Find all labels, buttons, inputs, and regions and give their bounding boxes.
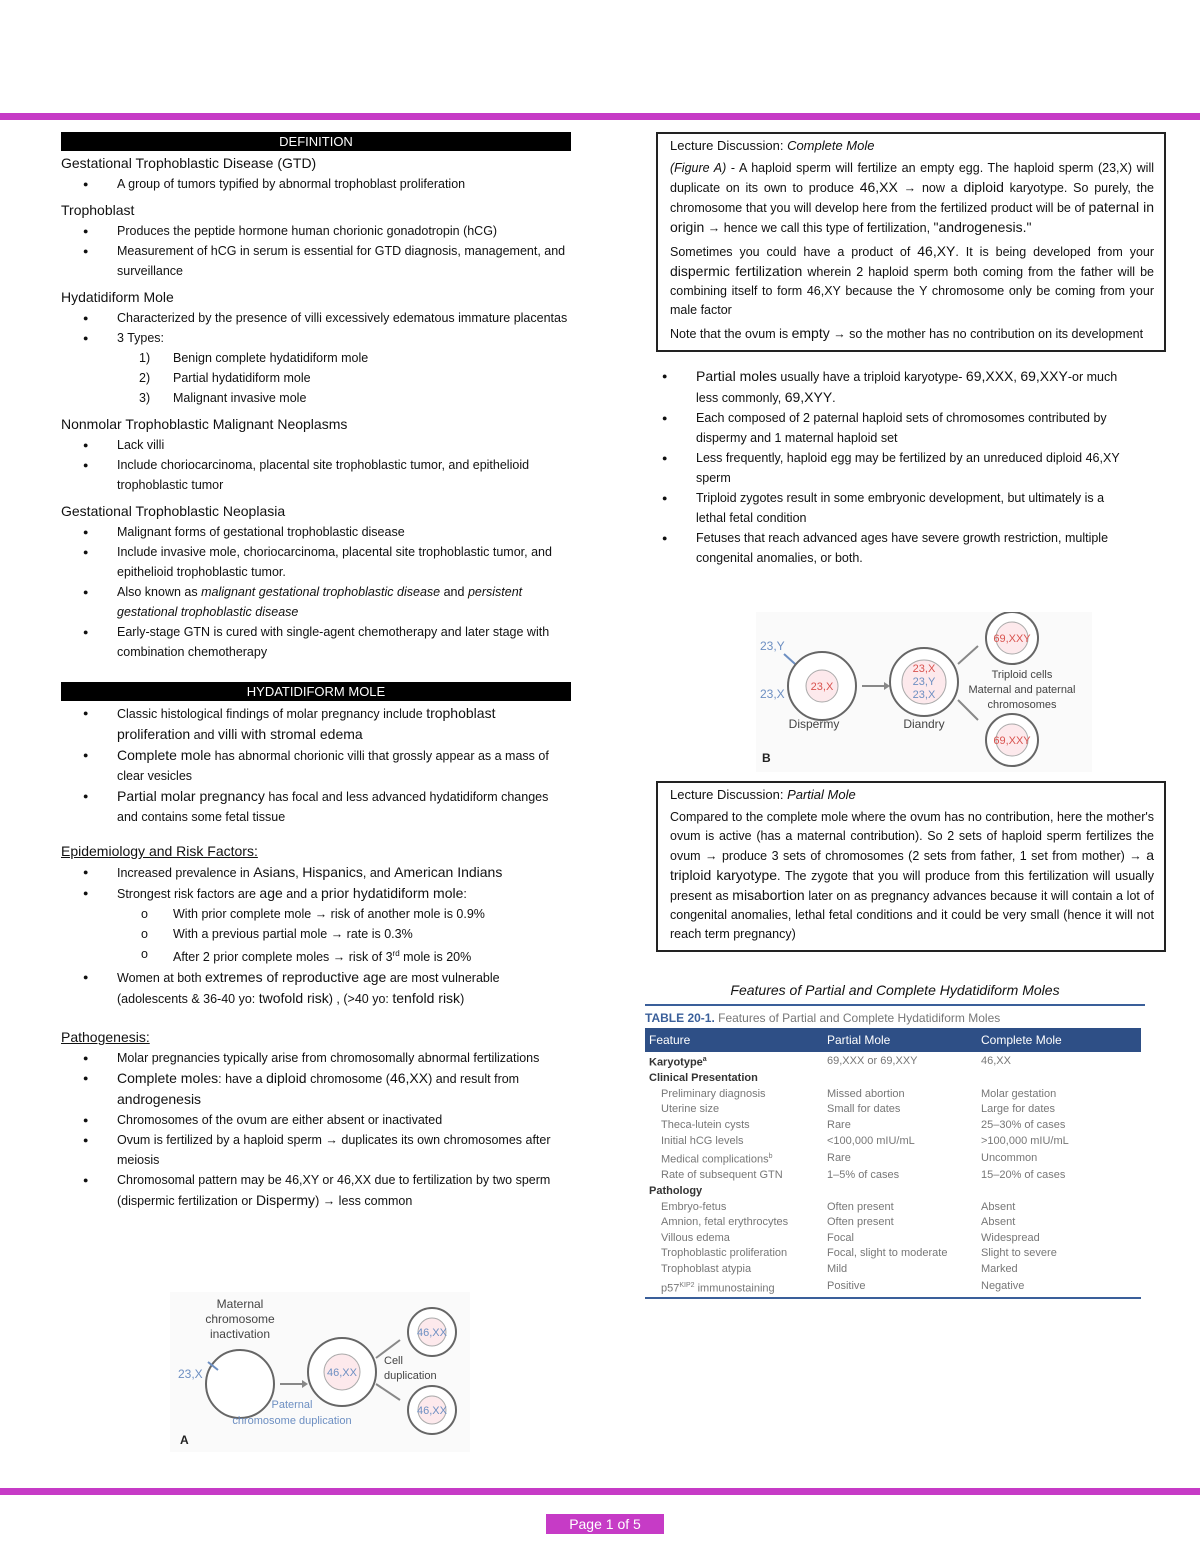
table-cell: Amnion, fetal erythrocytes	[661, 1216, 789, 1229]
emphasis: 46,XX	[389, 1070, 429, 1087]
emphasis: 69,XYY	[784, 389, 833, 405]
dispermy-label: Dispermy	[788, 717, 840, 731]
paternal-label-2: chromosome duplication	[232, 1415, 352, 1427]
table-cell: >100,000 mIU/mL	[981, 1134, 1069, 1147]
maternal-label-3: inactivation	[209, 1327, 271, 1341]
text: . It is being developed from your	[955, 245, 1155, 259]
table-cell: Rare	[827, 1119, 851, 1132]
page-number-badge: Page 1 of 5	[546, 1514, 664, 1534]
emphasis: Asians	[253, 864, 296, 880]
maternal-label-1: Maternal	[216, 1297, 264, 1311]
list-item: ● Triploid zygotes result in some embryonic development, but ultimately is a lethal fetal condition	[656, 488, 1136, 528]
table-cell: 15–20% of cases	[981, 1169, 1066, 1182]
table-cell: Theca-lutein cysts	[661, 1119, 750, 1132]
item-number: 1)	[139, 351, 151, 365]
table-number: TABLE 20-1.	[645, 1011, 715, 1025]
table-cell: <100,000 mIU/mL	[827, 1134, 915, 1147]
text: ,	[1013, 370, 1021, 384]
table-row	[645, 1262, 1141, 1278]
definition-header: DEFINITION	[61, 132, 571, 151]
text: karyotype. So purely, the chromosome that you will develop here from the fertilized product will be of	[670, 181, 1154, 215]
italic-term: Partial Mole	[787, 787, 856, 802]
pathogenesis-heading: Pathogenesis:	[61, 1029, 150, 1046]
paragraph	[670, 324, 1154, 344]
table-cell: Negative	[981, 1280, 1025, 1293]
emphasis: empty	[791, 325, 830, 341]
emphasis: misabortion	[732, 887, 805, 903]
top-karyotype: 69,XXY	[993, 633, 1031, 645]
text: Compared to the complete mole where the ovum has no contribution, here the mother's ovum is active (has a maternal contribution). So 2 sets of haploid sperm fertilizes the ovum → produce 3 sets of chromosomes (2 sets from father, 1 set from mother) →	[670, 810, 1154, 863]
hydatidiform-heading: Hydatidiform Mole	[61, 289, 174, 305]
item-number: 2)	[139, 371, 151, 385]
text: Chromosomal pattern may be 46,XY or 46,XX due to fertilization by two sperm (dispermic fertilization or	[117, 1173, 551, 1209]
emphasis: twofold risk	[258, 990, 329, 1007]
text: Note that the ovum is	[670, 327, 792, 341]
text: p57	[661, 1282, 680, 1295]
text: Increased prevalence in	[117, 866, 254, 880]
sperm-y-label: 23,Y	[760, 639, 785, 653]
text: → now a	[897, 181, 964, 195]
lecture-discussion-partial-wrapper	[656, 781, 1166, 952]
center-karyotype: 46,XX	[327, 1367, 357, 1379]
emphasis: 46,XY	[917, 243, 956, 259]
trophoblast-heading: Trophoblast	[61, 202, 135, 218]
emphasis: extremes of reproductive age	[205, 969, 387, 986]
bottom-karyotype: 46,XX	[417, 1405, 447, 1417]
table-row	[645, 1052, 1141, 1071]
text: wherein 2 haploid sperm both coming from the father will be combining itself to form 46,XY because the Y chromosome only be coming from your male factor	[670, 265, 1154, 317]
table-cell: Initial hCG levels	[661, 1134, 744, 1147]
empty-ovum	[206, 1350, 274, 1418]
table-row	[645, 1215, 1141, 1231]
emphasis: Dispermy	[255, 1192, 316, 1209]
list-item: ● Lack villi	[61, 435, 571, 455]
text: and	[190, 728, 218, 742]
cell-label-1: Cell	[384, 1355, 403, 1367]
stack-karyotype-1: 23,X	[912, 663, 936, 675]
text: → hence we call this type of fertilization,	[704, 221, 934, 235]
list-item	[61, 745, 571, 786]
text: .	[832, 391, 836, 405]
features-table-section	[645, 980, 1145, 1299]
text: has abnormal chorionic villi that grossly appear as a mass of clear vesicles	[117, 749, 549, 783]
list-item: ● 3 Types:	[61, 328, 571, 348]
italic-term: Complete Mole	[787, 138, 875, 153]
table-section-row	[645, 1071, 1141, 1087]
superscript: a	[702, 1056, 707, 1063]
sperm-x-label: 23,X	[760, 687, 785, 701]
table-cell: Molar gestation	[981, 1087, 1057, 1100]
paragraph	[670, 808, 1154, 944]
maternal-label-2: chromosome	[205, 1312, 275, 1326]
top-accent-band	[0, 113, 1200, 120]
table-cell: Uncommon	[981, 1152, 1038, 1165]
item-text: Malignant invasive mole	[173, 391, 307, 405]
emphasis: Complete moles	[117, 1070, 219, 1087]
table-cell: Slight to severe	[981, 1247, 1057, 1260]
superscript: KIP2	[679, 1281, 695, 1289]
gtd-list	[61, 174, 571, 194]
epidemiology-list	[61, 862, 571, 1009]
table-heading: Features of Partial and Complete Hydatidiform Moles	[730, 982, 1060, 998]
hydatidiform-list	[61, 308, 571, 408]
text: )	[460, 992, 465, 1007]
table-cell: Marked	[981, 1263, 1018, 1276]
table-row	[645, 1200, 1141, 1216]
paragraph	[670, 242, 1154, 320]
top-karyotype: 46,XX	[417, 1327, 447, 1339]
table-row	[645, 1246, 1141, 1262]
text: ,	[295, 866, 303, 880]
nonmolar-heading: Nonmolar Trophoblastic Malignant Neoplasms	[61, 416, 348, 432]
numbered-item	[61, 348, 571, 368]
table-cell	[645, 1052, 823, 1071]
paragraph	[670, 159, 1154, 238]
gtn-heading: Gestational Trophoblastic Neoplasia	[61, 503, 286, 519]
numbered-item	[61, 368, 571, 388]
list-item	[61, 703, 571, 745]
italic-term: malignant gestational trophoblastic disease	[201, 585, 441, 599]
text: Lecture Discussion:	[670, 138, 788, 153]
triploid-label-1: Triploid cells	[991, 669, 1053, 681]
table-cell: Often present	[827, 1200, 894, 1213]
list-item	[61, 582, 571, 622]
table-cell: Uterine size	[661, 1103, 720, 1116]
lecture-discussion-complete-mole	[656, 132, 1166, 352]
bottom-karyotype: 69,XXY	[993, 735, 1031, 747]
table-row	[645, 1118, 1141, 1134]
table-header-row	[645, 1028, 1141, 1052]
text: has focal and less advanced hydatidiform changes and contains some fetal tissue	[117, 790, 549, 824]
emphasis: American Indians	[394, 864, 503, 880]
table-cell: Large for dates	[981, 1103, 1055, 1116]
numbered-item	[61, 388, 571, 408]
table-caption	[645, 1004, 1145, 1028]
text: chromosome (	[306, 1072, 390, 1087]
text: immunostaining	[694, 1282, 775, 1295]
gtn-list	[61, 522, 571, 662]
table-cell: 46,XX	[981, 1054, 1011, 1067]
lecture-discussion-partial-mole	[656, 781, 1166, 952]
table-cell: Trophoblastic proliferation	[661, 1247, 788, 1260]
list-item: ● A group of tumors typified by abnormal trophoblast proliferation	[61, 174, 571, 194]
list-item: ● Each composed of 2 paternal haploid sets of chromosomes contributed by dispermy and 1 maternal haploid set	[656, 408, 1136, 448]
column-header: Complete Mole	[977, 1028, 1141, 1052]
figure-letter: B	[762, 751, 771, 765]
text: and	[440, 585, 468, 599]
text: are most vulnerable (adolescents & 36-40 yo:	[117, 971, 500, 1007]
hm-list	[61, 703, 571, 827]
text: Lecture Discussion:	[670, 787, 788, 802]
emphasis: Partial moles	[696, 368, 777, 384]
table-cell: Missed abortion	[827, 1087, 905, 1100]
table-cell: Preliminary diagnosis	[661, 1087, 766, 1100]
table-cell: 25–30% of cases	[981, 1119, 1066, 1132]
superscript: b	[768, 1153, 773, 1161]
table-cell: Mild	[827, 1263, 848, 1276]
text: later on as pregnancy advances because it will contain a lot of congenital anomalies, lethal fetal conditions and it could be very small (hence it will not reach term pregnancy)	[670, 889, 1154, 941]
list-item	[61, 1068, 571, 1110]
emphasis: 46,XX	[859, 179, 898, 195]
table-cell: 1–5% of cases	[827, 1169, 900, 1182]
list-item: ● Malignant forms of gestational trophoblastic disease	[61, 522, 571, 542]
text: :	[463, 887, 467, 901]
list-item: ● Characterized by the presence of villi excessively edematous immature placentas	[61, 308, 571, 328]
hydatidiform-mole-header: HYDATIDIFORM MOLE	[61, 682, 571, 701]
list-item	[656, 366, 1136, 408]
emphasis: Hispanics	[302, 864, 363, 880]
emphasis: androgenesis	[117, 1091, 202, 1108]
figure-ref: (Figure A)	[670, 161, 727, 175]
stack-karyotype-3: 23,X	[912, 689, 936, 701]
emphasis: age	[259, 885, 283, 901]
list-item: ● Produces the peptide hormone human chorionic gonadotropin (hCG)	[61, 221, 571, 241]
text: After 2 prior complete moles → risk of 3	[173, 950, 393, 965]
paternal-label-1: Paternal	[271, 1399, 313, 1411]
text: Sometimes you could have a product of	[670, 245, 918, 259]
emphasis: trophoblast proliferation	[117, 705, 496, 742]
left-column	[61, 132, 571, 1211]
figure-letter: A	[180, 1433, 189, 1447]
list-item	[61, 967, 571, 1009]
emphasis: dispermic fertilization	[670, 263, 803, 279]
sub-item: o With a previous partial mole → rate is 0.3%	[61, 924, 571, 944]
table-cell	[645, 1149, 823, 1168]
table-cell: Positive	[827, 1280, 866, 1293]
sperm-label: 23,X	[178, 1367, 203, 1381]
emphasis: a triploid karyotype	[670, 847, 1154, 883]
diandry-label: Diandry	[903, 717, 945, 731]
text: . The zygote that you will produce from this fertilization will usually present as	[670, 869, 1154, 903]
ovum-karyotype: 23,X	[810, 681, 834, 693]
table-section-row	[645, 1184, 1141, 1200]
list-item: ● Ovum is fertilized by a haploid sperm → duplicates its own chromosomes after meiosis	[61, 1130, 571, 1170]
table-cell: Rate of subsequent GTN	[661, 1169, 783, 1182]
table-row	[645, 1278, 1141, 1298]
text: , and	[362, 866, 395, 880]
partial-mole-list	[656, 366, 1136, 568]
emphasis: Complete mole	[117, 747, 212, 763]
table-cell: Villous edema	[661, 1231, 730, 1244]
list-item	[61, 786, 571, 827]
table-title: Features of Partial and Complete Hydatidiform Moles	[714, 1011, 1001, 1025]
emphasis: paternal in origin	[670, 199, 1154, 235]
text: Strongest risk factors are	[117, 887, 260, 901]
emphasis: villi with stromal edema	[217, 726, 363, 742]
emphasis: prior hydatidiform mole	[321, 885, 464, 901]
italic-term: persistent gestational trophoblastic disease	[117, 585, 523, 619]
figure-a-complete-mole	[170, 1292, 470, 1452]
cell-label-2: duplication	[384, 1370, 437, 1382]
emphasis: diploid	[266, 1070, 307, 1087]
list-item: ● Early-stage GTN is cured with single-agent chemotherapy and later stage with combination chemotherapy	[61, 622, 571, 662]
pathogenesis-list	[61, 1048, 571, 1211]
list-item	[61, 862, 571, 883]
table-cell: Widespread	[981, 1231, 1040, 1244]
right-column	[656, 132, 1166, 568]
bottom-accent-band	[0, 1488, 1200, 1495]
table-cell: Focal, slight to moderate	[827, 1247, 948, 1260]
nonmolar-list	[61, 435, 571, 495]
table-cell: Absent	[981, 1216, 1016, 1229]
table-cell: Embryo-fetus	[661, 1200, 727, 1213]
list-item: ● Chromosomes of the ovum are either absent or inactivated	[61, 1110, 571, 1130]
emphasis: 69,XXY	[1020, 368, 1068, 384]
table-row	[645, 1134, 1141, 1150]
list-item: ● Include invasive mole, choriocarcinoma, placental site trophoblastic tumor, and epithelioid trophoblastic tumor.	[61, 542, 571, 582]
sub-item	[61, 944, 571, 967]
text: Women at both	[117, 971, 206, 986]
list-item: ● Measurement of hCG in serum is essential for GTD diagnosis, management, and surveillance	[61, 241, 571, 281]
text: ) , (>40 yo:	[328, 992, 393, 1007]
emphasis: tenfold risk	[392, 990, 461, 1007]
emphasis: diploid	[963, 179, 1004, 195]
lecture-title	[670, 785, 1154, 804]
text: Karyotype	[649, 1056, 703, 1069]
list-item	[61, 883, 571, 904]
text: -or much less commonly,	[696, 370, 1118, 405]
figure-b-partial-mole	[756, 612, 1092, 772]
emphasis: 69,XXX	[965, 368, 1014, 384]
table-cell: Often present	[827, 1216, 894, 1229]
table-row	[645, 1149, 1141, 1168]
list-item: ● Include choriocarcinoma, placental site trophoblastic tumor, and epithelioid trophoblastic tumor	[61, 455, 571, 495]
table-cell: Small for dates	[827, 1103, 901, 1116]
column-header: Partial Mole	[823, 1028, 977, 1052]
text: and a	[282, 887, 322, 901]
list-item: ● Molar pregnancies typically arise from chromosomally abnormal fertilizations	[61, 1048, 571, 1068]
text: ) → less common	[315, 1194, 413, 1209]
column-header: Feature	[645, 1028, 823, 1052]
emphasis: "androgenesis."	[933, 219, 1032, 235]
sub-item: o With prior complete mole → risk of another mole is 0.9%	[61, 904, 571, 924]
section-label: Clinical Presentation	[649, 1072, 758, 1085]
text: Classic histological findings of molar pregnancy include	[117, 707, 427, 721]
table-row	[645, 1102, 1141, 1118]
text: usually have a triploid karyotype-	[776, 370, 966, 384]
item-number: 3)	[139, 391, 151, 405]
list-item	[61, 1170, 571, 1211]
text: mole is 20%	[399, 950, 472, 965]
table-cell: Rare	[827, 1152, 851, 1165]
item-text: Benign complete hydatidiform mole	[173, 351, 369, 365]
text: - A haploid sperm will fertilize an empty egg. The haploid sperm (23,X) will duplicate on its own to produce	[670, 161, 1154, 195]
gtd-heading: Gestational Trophoblastic Disease (GTD)	[61, 155, 317, 171]
triploid-label-3: chromosomes	[987, 699, 1057, 711]
table-row	[645, 1168, 1141, 1184]
features-table	[645, 1028, 1141, 1299]
lecture-title	[670, 136, 1154, 155]
epidemiology-heading: Epidemiology and Risk Factors:	[61, 843, 258, 859]
table-cell: Trophoblast atypia	[661, 1263, 752, 1276]
text: Also known as	[117, 585, 202, 599]
table-row	[645, 1087, 1141, 1103]
list-item: ● Less frequently, haploid egg may be fertilized by an unreduced diploid 46,XY sperm	[656, 448, 1136, 488]
emphasis: Partial molar pregnancy	[117, 788, 265, 804]
table-cell: Focal	[827, 1231, 854, 1244]
table-row	[645, 1231, 1141, 1247]
item-text: Partial hydatidiform mole	[173, 371, 311, 385]
text: → so the mother has no contribution on its development	[829, 327, 1144, 341]
table-cell: Absent	[981, 1200, 1016, 1213]
superscript: rd	[392, 949, 400, 958]
list-item: ● Fetuses that reach advanced ages have severe growth restriction, multiple congenital anomalies, or both.	[656, 528, 1136, 568]
table-cell: 69,XXX or 69,XXY	[827, 1054, 918, 1067]
text: : have a	[218, 1072, 267, 1087]
triploid-label-2: Maternal and paternal	[968, 684, 1076, 696]
table-cell	[645, 1278, 823, 1298]
trophoblast-list	[61, 221, 571, 281]
text: Medical complications	[661, 1153, 769, 1166]
text: ) and result from	[428, 1072, 520, 1087]
stack-karyotype-2: 23,Y	[912, 676, 936, 688]
section-label: Pathology	[649, 1185, 703, 1198]
